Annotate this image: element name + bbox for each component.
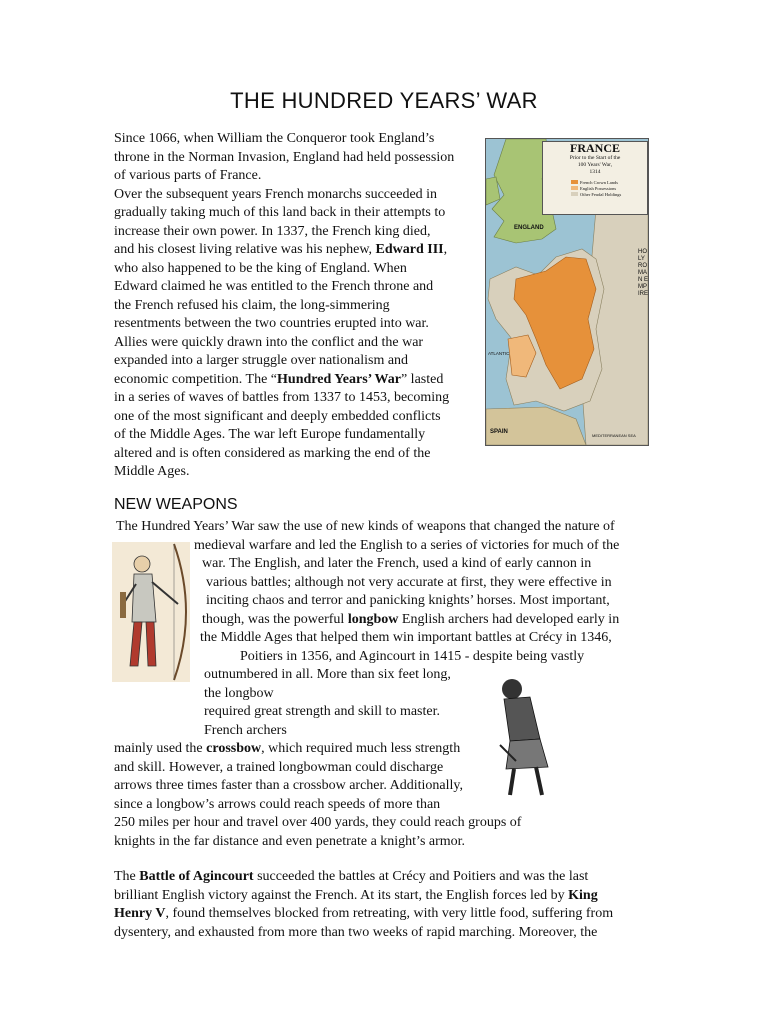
text-line: 250 miles per hour and travel over 400 yards, they could reach groups of: [114, 815, 522, 830]
text-line: medieval warfare and led the English to a series of victories for much of the: [194, 537, 620, 553]
text-line: of the Middle Ages. The war left Europe fundamentally: [114, 427, 426, 442]
archer-drawing: [112, 542, 190, 682]
map-label-spain: SPAIN: [490, 429, 508, 435]
text-line: Allies were quickly drawn into the conflict and the war: [114, 334, 424, 350]
text-line: The Hundred Years’ War saw the use of new kinds of weapons that changed the nature of: [116, 519, 615, 534]
text-line: economic competition. The “Hundred Years’ War” lasted: [114, 371, 444, 387]
text-line: brilliant English victory against the French. At its start, the English forces led by King: [114, 887, 598, 903]
text-line: dysentery, and exhausted from more than two weeks of rapid marching. Moreover, the: [114, 924, 598, 940]
map-label-england: ENGLAND: [514, 225, 544, 231]
text-line: gradually taking much of this land back in their attempts to: [114, 205, 446, 220]
text-line: The Battle of Agincourt succeeded the battles at Crécy and Poitiers and was the last: [114, 869, 589, 884]
crossbow-knight-image: [496, 675, 554, 797]
text-line: and his closest living relative was his nephew, Edward III,: [114, 242, 448, 257]
text-line: mainly used the crossbow, which required much less strength: [114, 741, 461, 756]
text-line: though, was the powerful longbow English archers had developed early in: [202, 611, 620, 627]
text-line: in a series of waves of battles from 1337 to 1453, becoming: [114, 390, 450, 405]
page-title: THE HUNDRED YEARS’ WAR: [230, 88, 538, 113]
hundred-years-war-bold: Hundred Years’ War: [277, 371, 401, 387]
text-line: altered and is often considered as marking the end of the: [114, 445, 431, 461]
text-line: who also happened to be the king of England. When: [114, 260, 407, 276]
map-label-atlantic: ATLANTIC: [488, 351, 510, 356]
map-subtitle: 1314: [589, 169, 601, 175]
text-line: Poitiers in 1356, and Agincourt in 1415 - despite being vastly: [240, 648, 585, 664]
text-line: since a longbow’s arrows could reach speeds of more than: [114, 796, 441, 812]
text-line: Since 1066, when William the Conqueror took England’s: [114, 131, 435, 146]
map-legend: [571, 180, 647, 198]
legend-item: English Possessions: [571, 186, 647, 192]
text-line: expanded into a larger struggle over nationalism and: [114, 353, 409, 368]
longbow-archer-image: [112, 542, 190, 682]
text-line: the longbow: [204, 685, 274, 701]
section-heading-new-weapons: NEW WEAPONS: [114, 496, 238, 513]
france-map: [485, 138, 649, 446]
text-line: and skill. However, a trained longbowman could discharge: [114, 759, 444, 775]
text-line: one of the most significant and deeply embedded conflicts: [114, 408, 441, 424]
text-line: Edward claimed he was entitled to the French throne and: [114, 279, 434, 294]
text-line: various battles; although not very accurate at first, they were effective in: [206, 574, 612, 590]
edward-iii-bold: Edward III: [375, 242, 444, 257]
text-line: Henry V, found themselves blocked from retreating, with very little food, suffering from: [114, 906, 614, 921]
text-line: French archers: [204, 722, 287, 738]
text-line: throne in the Norman Invasion, England had held possession: [114, 149, 455, 165]
text-line: required great strength and skill to master.: [204, 704, 440, 719]
text-line: inciting chaos and terror and panicking knights’ horses. Most important,: [206, 593, 610, 608]
text-line: war. The English, and later the French, used a kind of early cannon in: [202, 556, 592, 571]
king-bold: King: [568, 887, 598, 903]
text-line: Middle Ages.: [114, 464, 190, 479]
text-line: increase their own power. In 1337, the French king died,: [114, 223, 431, 239]
text-line: arrows three times faster than a crossbow archer. Additionally,: [114, 778, 463, 793]
map-subtitle: 100 Years' War,: [577, 162, 613, 168]
map-subtitle: Prior to the Start of the: [569, 155, 621, 161]
text-line: resentments between the two countries erupted into war.: [114, 316, 429, 331]
text-line: Over the subsequent years French monarchs succeeded in: [114, 186, 438, 202]
text-line: knights in the far distance and even penetrate a knight’s armor.: [114, 833, 466, 849]
knight-drawing: [496, 675, 554, 797]
battle-of-agincourt-bold: Battle of Agincourt: [139, 869, 254, 884]
map-label-hre: HOLY ROMAN EMPIRE: [638, 249, 649, 297]
map-legend-box: [542, 141, 648, 215]
map-title: FRANCE: [570, 141, 620, 155]
crossbow-bold: crossbow: [206, 741, 262, 756]
text-line: of various parts of France.: [114, 168, 262, 183]
legend-item: French Crown Lands: [571, 180, 647, 186]
text-line: outnumbered in all. More than six feet long,: [204, 667, 451, 682]
henry-v-bold: Henry V: [114, 906, 166, 921]
text-line: the Middle Ages that helped them win important battles at Crécy in 1346,: [200, 630, 612, 645]
legend-item: Other Feudal Holdings: [571, 192, 647, 198]
map-label-med: MEDITERRANEAN SEA: [592, 433, 636, 438]
longbow-bold: longbow: [347, 611, 399, 627]
text-line: the French refused his claim, the long-simmering: [114, 297, 390, 313]
